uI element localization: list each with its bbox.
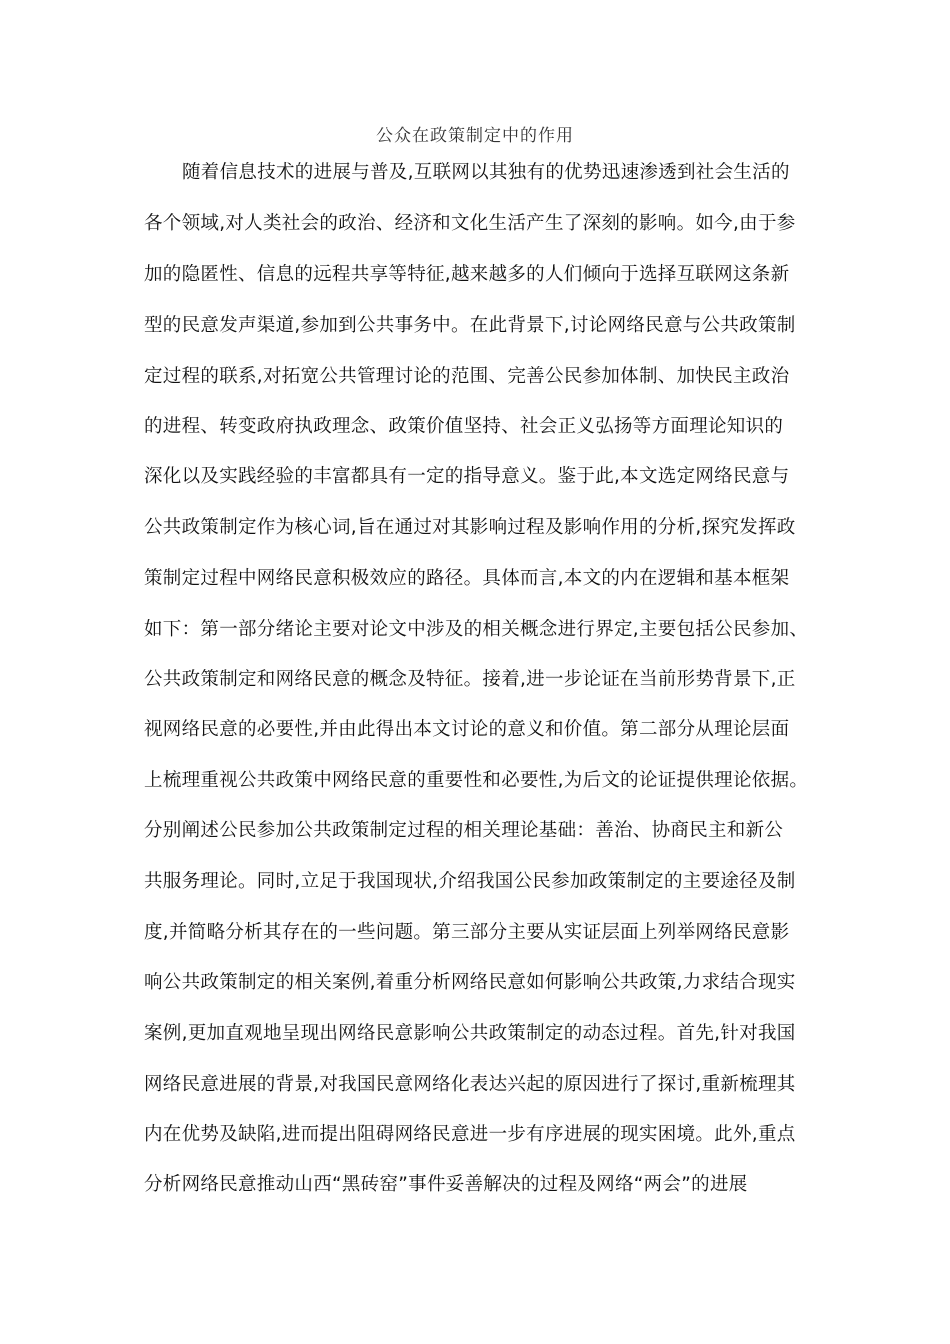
body-line: 内在优势及缺陷,进而提出阻碍网络民意进一步有序进展的现实困境。此外,重点 — [144, 1124, 796, 1145]
document-title: 公众在政策制定中的作用 — [376, 126, 574, 146]
body-line: 度,并简略分析其存在的一些问题。第三部分主要从实证层面上列举网络民意影 — [144, 922, 790, 943]
body-line: 策制定过程中网络民意积极效应的路径。具体而言,本文的内在逻辑和基本框架 — [144, 568, 790, 589]
body-line: 响公共政策制定的相关案例,着重分析网络民意如何影响公共政策,力求结合现实 — [144, 972, 796, 993]
body-line: 的进程、转变政府执政理念、政策价值坚持、社会正义弘扬等方面理论知识的 — [144, 416, 784, 437]
body-line: 网络民意进展的背景,对我国民意网络化表达兴起的原因进行了探讨,重新梳理其 — [144, 1074, 796, 1095]
body-line: 案例,更加直观地呈现出网络民意影响公共政策制定的动态过程。首先,针对我国 — [144, 1023, 796, 1044]
body-line: 定过程的联系,对拓宽公共管理讨论的范围、完善公民参加体制、加快民主政治 — [144, 366, 790, 387]
body-line: 分析网络民意推动山西“黑砖窑”事件妥善解决的过程及网络“两会”的进展 — [144, 1174, 748, 1195]
body-line: 上梳理重视公共政策中网络民意的重要性和必要性,为后文的论证提供理论依据。 — [144, 770, 809, 791]
body-line: 加的隐匿性、信息的远程共享等特征,越来越多的人们倾向于选择互联网这条新 — [144, 264, 790, 285]
body-line: 深化以及实践经验的丰富都具有一定的指导意义。鉴于此,本文选定网络民意与 — [144, 466, 790, 487]
body-line: 共服务理论。同时,立足于我国现状,介绍我国公民参加政策制定的主要途径及制 — [144, 871, 796, 892]
body-line: 公共政策制定作为核心词,旨在通过对其影响过程及影响作用的分析,探究发挥政 — [144, 517, 796, 538]
body-line: 随着信息技术的进展与普及,互联网以其独有的优势迅速渗透到社会生活的 — [182, 162, 790, 183]
body-line: 视网络民意的必要性,并由此得出本文讨论的意义和价值。第二部分从理论层面 — [144, 719, 790, 740]
body-line: 如下：第一部分绪论主要对论文中涉及的相关概念进行界定,主要包括公民参加、 — [144, 619, 809, 640]
body-line: 分别阐述公民参加公共政策制定过程的相关理论基础：善治、协商民主和新公 — [144, 820, 784, 841]
body-line: 型的民意发声渠道,参加到公共事务中。在此背景下,讨论网络民意与公共政策制 — [144, 315, 796, 336]
body-line: 各个领域,对人类社会的政治、经济和文化生活产生了深刻的影响。如今,由于参 — [144, 213, 796, 234]
body-line: 公共政策制定和网络民意的概念及特征。接着,进一步论证在当前形势背景下,正 — [144, 669, 796, 690]
